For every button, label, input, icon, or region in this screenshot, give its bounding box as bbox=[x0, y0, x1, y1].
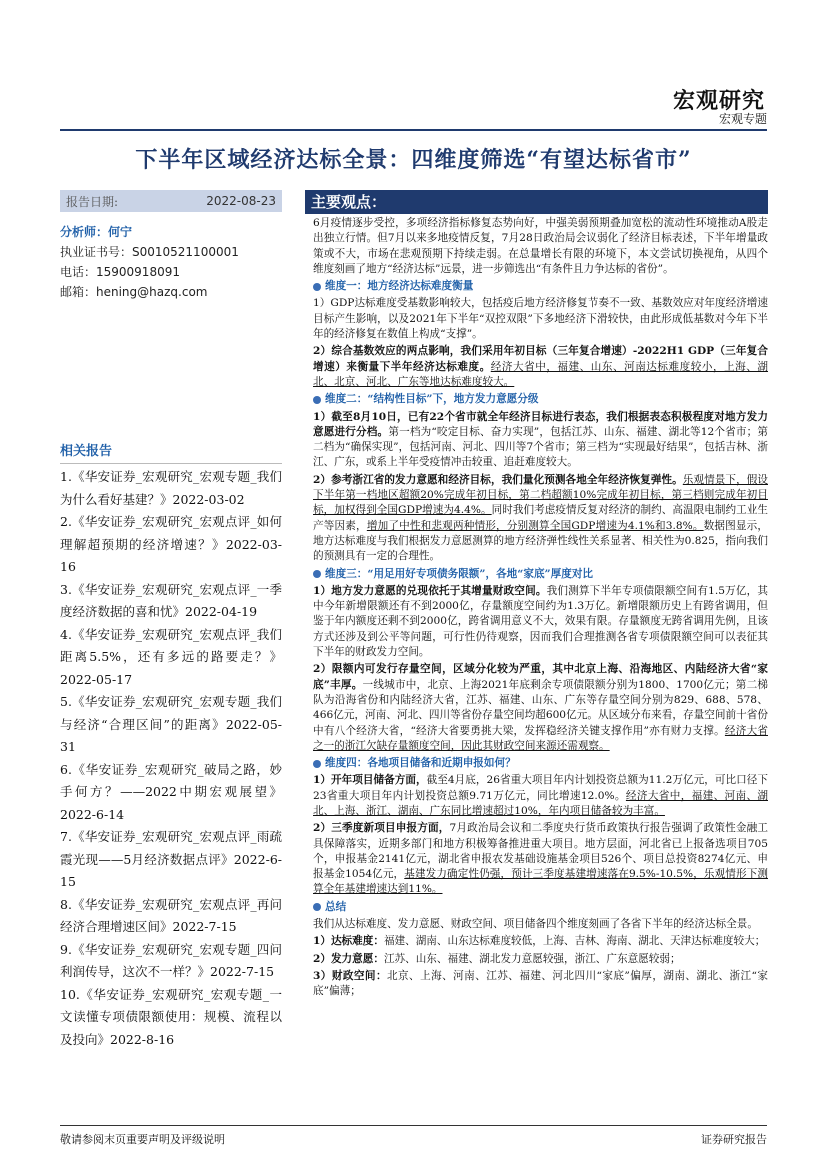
bullet-icon bbox=[313, 760, 321, 768]
paragraph: 2）三季度新项目申报方面，7月政治局会议和二季度央行货币政策执行报告强调了政策性金融工具保障落实，近期多部门和地方积极筹备推进重大项目。地方层面，河北省已上报备选项目705个，申报基金2141亿元，湖北省申报农发基础设施基金项目526个、项目总投资8274亿元、申报基金1054亿元，基建发力确定性仍强，预计三季度基建增速落在9.5%-10.5%，乐观情形下测算全年基建增速达到11%。 bbox=[313, 822, 768, 896]
bullet-icon bbox=[313, 396, 321, 404]
intro-paragraph: 6月疫情逐步受控，多项经济指标修复态势向好，中强美弱预期叠加宽松的流动性环境推动A股走出独立行情。但7月以来多地疫情反复，7月28日政治局会议弱化了经济目标表述，下半年增量政策或不大，市场在悲观预期下持续走弱。在总量增长有限的环境下，本文尝试切换视角，从四个维度刻画了地方“经济达标”远景，进一步筛选出“有条件且力争达标的省份”。 bbox=[313, 217, 768, 275]
related-report-item[interactable]: 10.《华安证券_宏观研究_宏观专题_一文读懂专项债限额使用：规模、流程以及投向》2022-8-16 bbox=[60, 986, 282, 1047]
analyst-cert: 执业证书号：S0010521100001 bbox=[60, 245, 239, 259]
related-report-item[interactable]: 1.《华安证券_宏观研究_宏观专题_我们为什么看好基建？》2022-03-02 bbox=[60, 469, 282, 507]
report-date-label: 报告日期: bbox=[66, 194, 119, 209]
related-report-item[interactable]: 3.《华安证券_宏观研究_宏观点评_一季度经济数据的喜和忧》2022-04-19 bbox=[60, 581, 282, 619]
key-points-heading: 主要观点： bbox=[305, 190, 768, 214]
paragraph: 2）限额内可发行存量空间，区域分化较为严重，其中北京上海、沿海地区、内陆经济大省“家底”丰厚。一线城市中，北京、上海2021年底剩余专项债限额分别为1800、1700亿元；第二梯队为沿海省份和内陆经济大省，江苏、福建、山东、广东等存量空间分别为829、688、578、466亿元，河南、河北、四川等省份存量空间均超600亿元。从区域分布来看，存量空间前十省份中有八个经济大省，“经济大省要勇挑大梁，发挥稳经济关键支撑作用”亦有财力支撑。经济大省之一的浙江欠缺存量额度空间，因此其财政空间来源还需观察。 bbox=[313, 663, 768, 752]
paragraph: 1）达标难度：福建、湖南、山东达标难度较低，上海、吉林、海南、湖北、天津达标难度较大； bbox=[313, 935, 766, 948]
analyst-info bbox=[60, 222, 282, 302]
footer-rule bbox=[60, 1125, 767, 1126]
bullet-icon bbox=[313, 903, 321, 911]
related-report-item[interactable]: 4.《华安证券_宏观研究_宏观点评_我们距离5.5%，还有多远的路要走？》2022-05-17 bbox=[60, 626, 282, 687]
paragraph: 1）地方发力意愿的兑现依托于其增量财政空间。我们测算下半年专项债限额空间有1.5万亿，其中今年新增限额还有不到2000亿，存量额度空间约为1.3万亿。新增限额历史上有跨省调用，但鉴于年内额度还剩不到2000亿，跨省调用意义不大，效果有限。存量额度无跨省调用先例，且该方式还涉及到公平等问题，可行性仍待观察，因而我们合理推测各省专项债限额空间可以表征其下半年的财政发力空间。 bbox=[313, 584, 768, 659]
section-heading-5: 总结 bbox=[305, 900, 768, 915]
analyst-email[interactable]: 邮箱：hening@hazq.com bbox=[60, 285, 208, 299]
bullet-icon bbox=[313, 283, 321, 291]
report-date-bar bbox=[60, 190, 282, 212]
section-heading-1: 维度一：地方经济达标难度衡量 bbox=[305, 279, 768, 294]
header-title: 宏观研究 bbox=[672, 88, 765, 114]
paragraph: 2）参考浙江省的发力意愿和经济目标，我们量化预测各地全年经济恢复弹性。乐观情景下，假设下半年第一档地区超额20%完成年初目标，第二档超额10%完成年初目标，第三档则完成年初目标，加权得到全国GDP增速为4.4%。同时我们考虑疫情反复对经济的制约、高温限电制约工业生产等因素，增加了中性和悲观两种情形，分别测算全国GDP增速为4.1%和3.8%。数据图显示，地方达标难度与我们根据发力意愿测算的地方经济弹性线性关系显著、相关性为0.825，指向我们的预测具有一定的合理性。 bbox=[313, 473, 769, 563]
related-report-item[interactable]: 7.《华安证券_宏观研究_宏观点评_雨疏霞光现——5月经济数据点评》2022-6-15 bbox=[60, 829, 282, 889]
footer-label: 证券研究报告 bbox=[701, 1133, 767, 1146]
header-rule bbox=[60, 129, 767, 131]
paragraph: 1）GDP达标难度受基数影响较大，包括疫后地方经济修复节奏不一致、基数效应对年度经济增速目标产生影响，以及2021年下半年“双控双限”下多地经济下滑较快，由此形成低基数对今年下半年的经济修复在数值上构成“支撑”。 bbox=[313, 297, 768, 341]
paragraph: 2）发力意愿：江苏、山东、福建、湖北发力意愿较强，浙江、广东意愿较弱； bbox=[313, 952, 681, 965]
paragraph: 1）开年项目储备方面，截至4月底，26省重大项目年内计划投资总额为11.2万亿元，可比口径下23省重大项目年内计划投资总额9.71万亿元，同比增速12.0%。经济大省中，福建、河南、湖北、上海、浙江、湖南、广东同比增速超过10%，年内项目储备较为丰富。 bbox=[313, 774, 769, 817]
related-reports-list bbox=[60, 466, 282, 1051]
related-report-item[interactable]: 6.《华安证券_宏观研究_破局之路，妙手何方？——2022中期宏观展望》2022-6-14 bbox=[60, 761, 282, 822]
paragraph: 1）截至8月10日，已有22个省市就全年经济目标进行表态，我们根据表态积极程度对地方发力意愿进行分档。第一档为“咬定目标、奋力实现”，包括江苏、山东、福建、湖北等12个省市；第二档为“确保实现”，包括河南、河北、四川等7个省市；第三档为“实现最好结果”，包括吉林、浙江、广东，或系上半年受疫情冲击较重、追赶难度较大。 bbox=[313, 410, 768, 469]
key-points-panel bbox=[305, 190, 768, 1000]
footer-disclaimer: 敬请参阅末页重要声明及评级说明 bbox=[60, 1133, 225, 1146]
section-heading-2: 维度二：“结构性目标”下，地方发力意愿分级 bbox=[305, 392, 768, 407]
related-report-item[interactable]: 9.《华安证券_宏观研究_宏观专题_四问利润传导，这次不一样？》2022-7-15 bbox=[60, 941, 282, 979]
paragraph: 3）财政空间：北京、上海、河南、江苏、福建、河北四川“家底”偏厚，湖南、湖北、浙江“家底”偏薄； bbox=[313, 969, 769, 998]
header-subtitle: 宏观专题 bbox=[718, 112, 767, 126]
key-points-body bbox=[305, 216, 768, 1000]
report-title: 下半年区域经济达标全景：四维度筛选“有望达标省市” bbox=[135, 147, 692, 173]
bullet-icon bbox=[313, 570, 321, 578]
analyst-name: 分析师：何宁 bbox=[60, 225, 133, 239]
section-heading-3: 维度三：“用足用好专项债务限额”，各地“家底”厚度对比 bbox=[305, 567, 768, 582]
report-date-value: 2022-08-23 bbox=[206, 194, 276, 208]
analyst-phone: 电话：15900918091 bbox=[60, 265, 180, 279]
related-report-item[interactable]: 5.《华安证券_宏观研究_宏观专题_我们与经济“合理区间”的距离》2022-05-31 bbox=[60, 694, 282, 754]
paragraph: 我们从达标难度、发力意愿、财政空间、项目储备四个维度刻画了各省下半年的经济达标全景。 bbox=[313, 918, 758, 931]
section-heading-4: 维度四：各地项目储备和近期申报如何？ bbox=[305, 756, 768, 771]
related-report-item[interactable]: 8.《华安证券_宏观研究_宏观点评_再问经济合理增速区间》2022-7-15 bbox=[60, 896, 282, 934]
related-reports-heading: 相关报告 bbox=[60, 440, 282, 464]
left-sidebar bbox=[60, 190, 282, 302]
related-report-item[interactable]: 2.《华安证券_宏观研究_宏观点评_如何理解超预期的经济增速？》2022-03-16 bbox=[60, 514, 282, 574]
paragraph: 2）综合基数效应的两点影响，我们采用年初目标（三年复合增速）-2022H1 GDP（三年复合增速）来衡量下半年经济达标难度。经济大省中，福建、山东、河南达标难度较小，上海、湖北、北京、河北、广东等地达标难度较大。 bbox=[313, 345, 769, 388]
